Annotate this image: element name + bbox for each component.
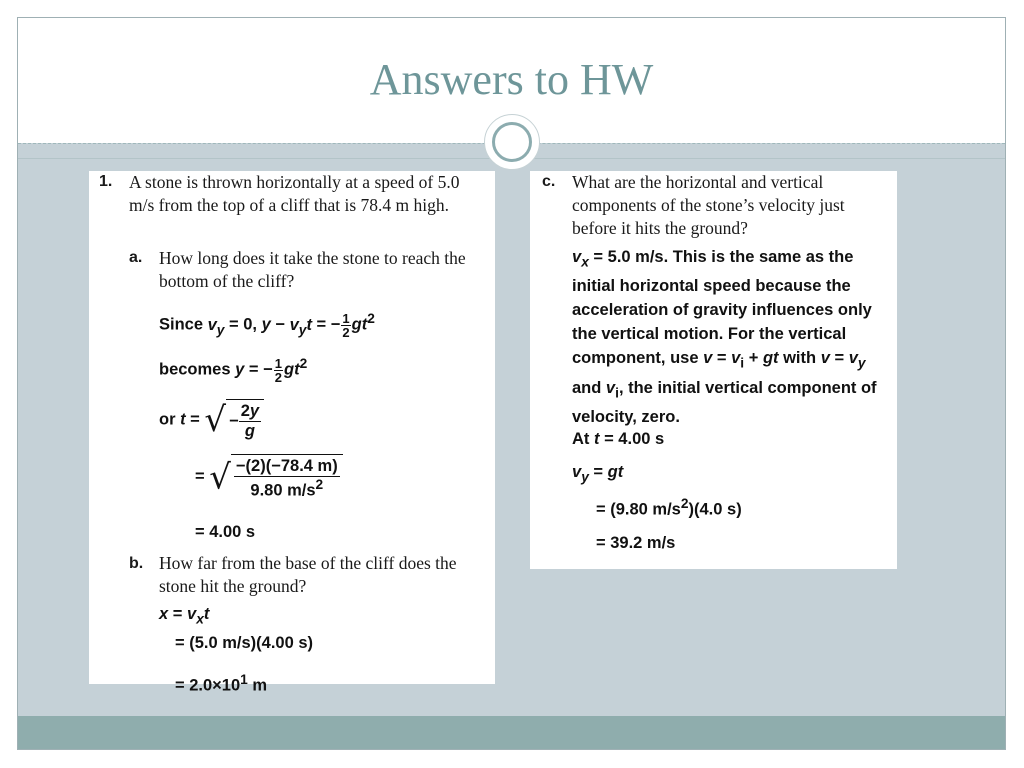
question-1-text: A stone is thrown horizontally at a speed of 5.0 m/s from the top of a cliff that is 78.4 m high. — [129, 172, 460, 215]
slide-frame — [17, 17, 1006, 750]
part-a-substitution-line: = √ $\frac{-(2)(-78.4 m)}{9.80 m/s^2}$ — [195, 454, 343, 501]
footer-band — [18, 716, 1005, 750]
part-a-since-line: Since $v_y = 0$, $y - v_yt$ = − $\frac{1}{2}$ $gt^2$ — [159, 310, 375, 340]
question-number: 1. — [99, 173, 113, 190]
part-a-question: How long does it take the stone to reach the bottom of the cliff? — [159, 248, 466, 291]
part-c-line-3: = 39.2 m/s — [596, 534, 676, 552]
part-c-question: What are the horizontal and vertical components of the stone’s velocity just before it hits the ground? — [572, 172, 845, 238]
part-a-label: a. — [129, 249, 143, 266]
part-b-line-3: = $2.0\times 10^1$ m — [175, 672, 268, 695]
part-c-explanation: $v_x = 5.0$ m/s. This is the same as the initial horizontal speed because the acceleration of gravity influences only the vertical motion. For the vertical component, use $v = v_i$ + gt with $v = v_y$ and $v_i$, the initial vertical component of velocity, zero. — [572, 248, 877, 426]
divider-circle-inner — [492, 122, 532, 162]
part-a-becomes-line: becomes y = − $\frac{1}{2}$ $gt^2$ — [159, 355, 308, 385]
slide-title: Answers to HW — [369, 55, 654, 104]
part-b-line-2: = (5.0 m/s)(4.00 s) — [175, 634, 314, 652]
part-b-label: b. — [129, 555, 144, 572]
part-b-question: How far from the base of the cliff does the stone hit the ground? — [159, 553, 457, 596]
part-a-result: = 4.00 s — [195, 523, 256, 541]
divider-circle-ornament — [484, 114, 540, 170]
part-b-line-1: $x = v_xt$ — [159, 605, 210, 627]
part-c-at-line: At t = 4.00 s — [572, 430, 665, 448]
answer-panel-left — [89, 171, 495, 695]
part-c-line-2: = (9.80 $m/s^2)(4.0$ s) — [596, 496, 742, 519]
answer-panel-right — [530, 171, 897, 569]
part-c-line-1: $v_y$ = gt — [572, 463, 624, 485]
part-c-label: c. — [542, 173, 556, 190]
part-a-or-line: or t = √ − $\frac{2y}{g}$ — [159, 399, 264, 441]
